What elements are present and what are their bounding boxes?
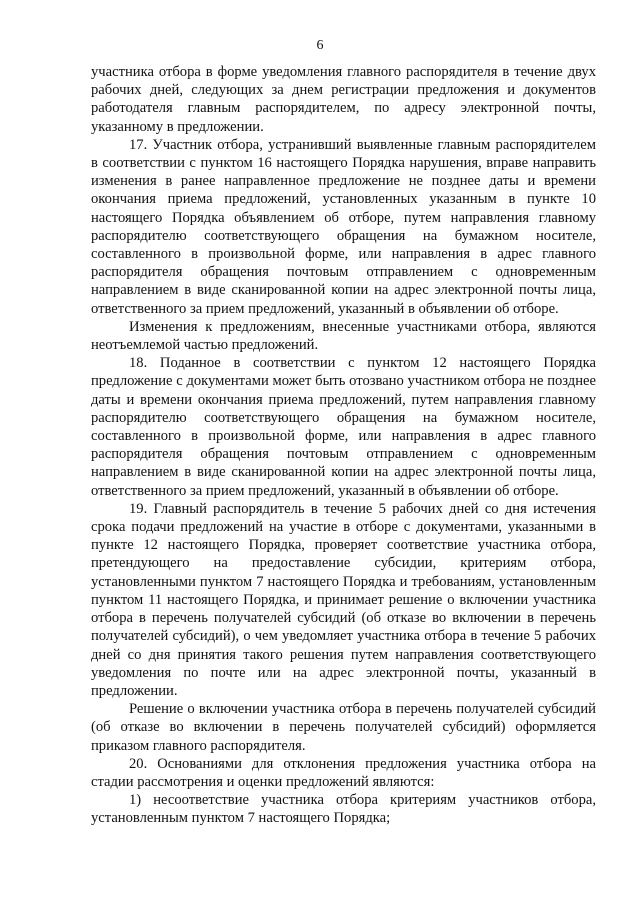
page-number: 6	[316, 38, 324, 53]
paragraph-subitem-1: 1) несоответствие участника отбора критериям участников отбора, установленным пунктом 7 настоящего Порядка;	[91, 792, 596, 827]
paragraph-item-20: 20. Основаниями для отклонения предложения участника отбора на стадии рассмотрения и оценки предложений являются:	[91, 755, 596, 790]
paragraph-changes-note: Изменения к предложениям, внесенные участниками отбора, являются неотъемлемой частью предложений.	[91, 318, 596, 354]
paragraph-item-18: 18. Поданное в соответствии с пунктом 12 настоящего Порядка предложение с документами может быть отозвано участником отбора не позднее даты и времени окончания приема предложений, путем направления главному распорядителю соответствующего обращения на бумажном носителе, составленного в произвольной форме, или направления в адрес главного распорядителя обращения почтовым отправлением с одновременным направлением в виде сканированной копии на адрес электронной почты лица, ответственного за прием предложений, указанный в объявлении об отборе.	[91, 355, 596, 499]
paragraph-item-17: 17. Участник отбора, устранивший выявленные главным распорядителем в соответствии с пунктом 16 настоящего Порядка нарушения, вправе направить изменения в ранее направленное предложение не позднее даты и времени окончания приема предложений, установленных указанным в пункте 10 настоящего Порядка объявлением об отборе, путем направления главному распорядителю соответствующего обращения на бумажном носителе, составленного в произвольной форме, или направления в адрес главного распорядителя обращения почтовым отправлением с одновременным направлением в виде сканированной копии на адрес электронной почты лица, ответственного за прием предложений, указанный в объявлении об отборе.	[91, 136, 596, 317]
document-body	[91, 63, 596, 828]
paragraph-item-19: 19. Главный распорядитель в течение 5 рабочих дней со дня истечения срока подачи предложений на участие в отборе с документами, указанными в пункте 12 настоящего Порядка, проверяет соответствие участника отбора, претендующего на предоставление субсидии, критериям отбора, установленными пунктом 7 настоящего Порядка и требованиям, установленным пунктом 11 настоящего Порядка, и принимает решение о включении участника отбора в перечень получателей субсидий (об отказе во включении в перечень получателей субсидий), о чем уведомляет участника отбора в течение 5 рабочих дней со дня принятия такого решения путем направления соответствующего уведомления по почте или на адрес электронной почты, указанный в предложении.	[91, 500, 596, 699]
paragraph-continuation: участника отбора в форме уведомления главного распорядителя в течение двух рабочих дней, следующих за днем регистрации предложения и документов работодателя главным распорядителем, по адресу электронной почты, указанному в предложении.	[91, 64, 596, 135]
paragraph-decision-note: Решение о включении участника отбора в перечень получателей субсидий (об отказе во включении в перечень получателей субсидий) оформляется приказом главного распорядителя.	[91, 701, 596, 754]
